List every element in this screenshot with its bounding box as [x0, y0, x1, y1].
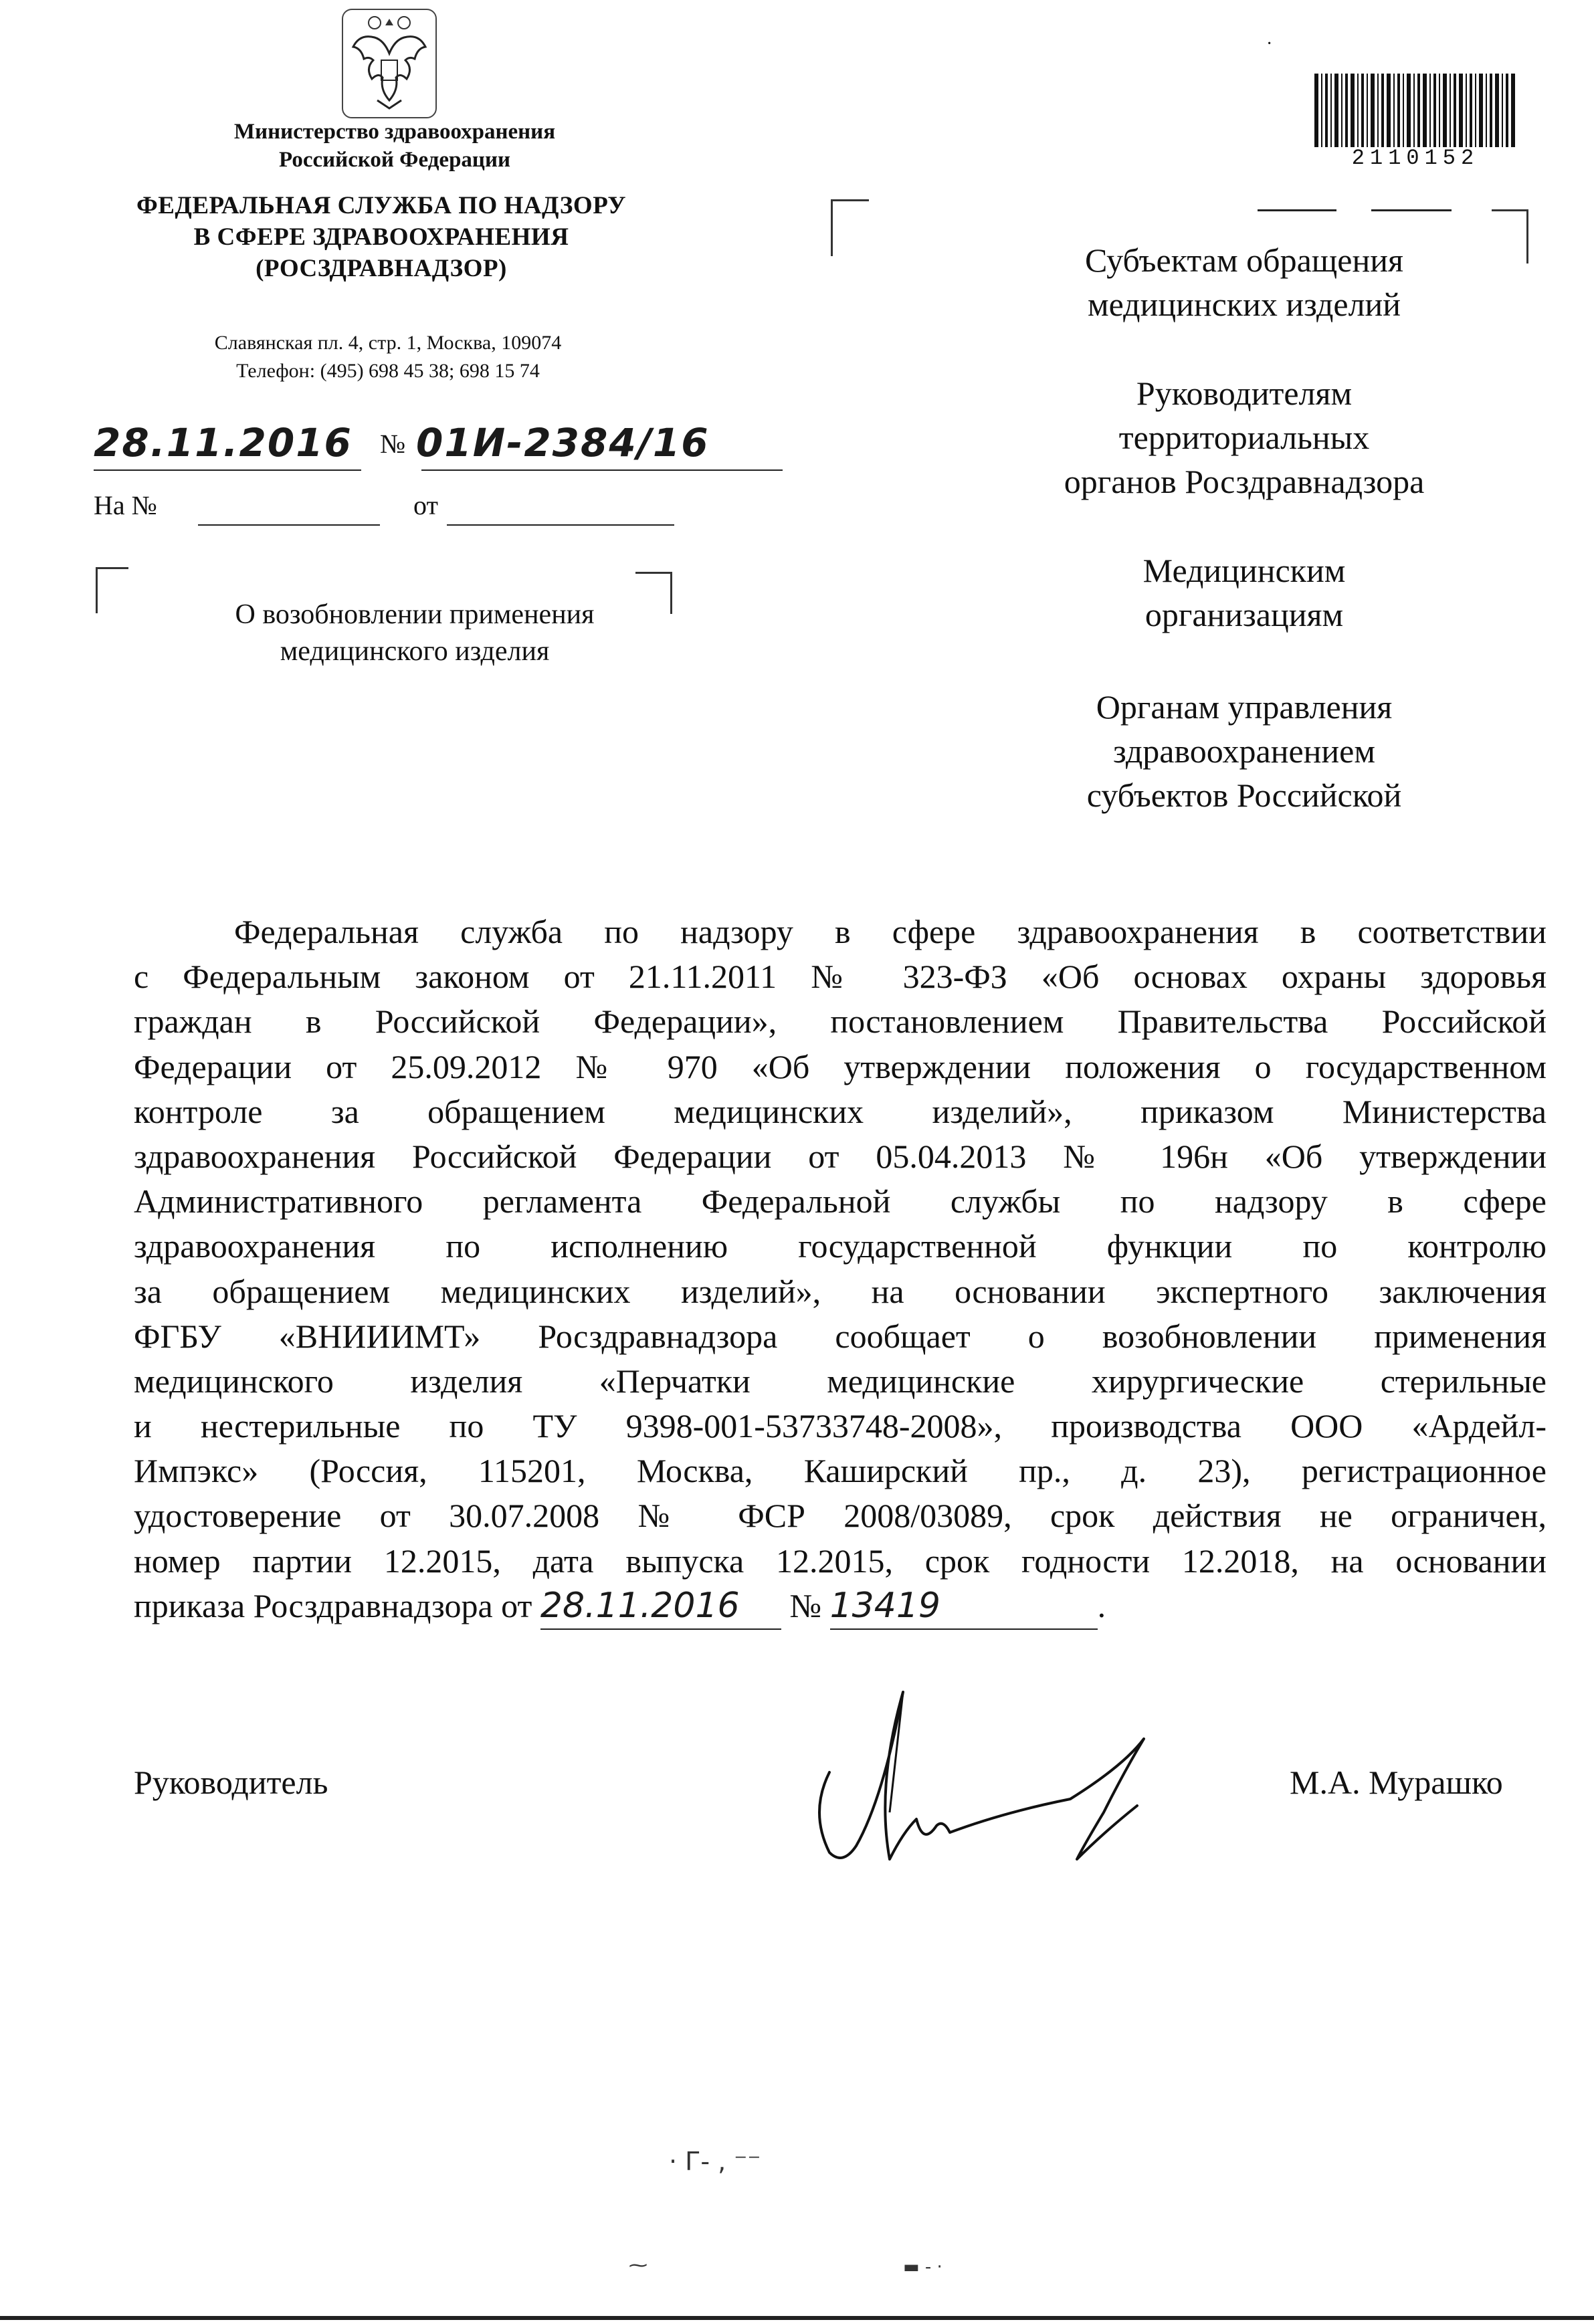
body-line-10: ФГБУ «ВНИИИМТ» Росздравнадзора сообщает о возобновлении применения: [134, 1317, 1547, 1355]
ministry-name: [134, 118, 656, 174]
recipient-3-line-2: организациям: [1144, 596, 1344, 633]
body-line-15: номер партии 12.2015, дата выпуска 12.2015, срок годности 12.2018, на основании: [134, 1542, 1547, 1580]
recipient-block-2: [990, 371, 1498, 504]
registration-number: 01И-2384/16: [416, 420, 710, 465]
recipient-block-1: [990, 238, 1498, 326]
recipient-1-line-1: Субъектам обращения: [1085, 241, 1403, 279]
registration-date-underline: [94, 469, 361, 471]
phone-line: Телефон: (495) 698 45 38; 698 15 74: [236, 360, 540, 382]
recipient-4-line-2: здравоохранением: [1113, 732, 1375, 770]
order-number-sign: №: [789, 1586, 822, 1624]
body-line-6: здравоохранения Российской Федерации от 05.04.2013 № 196н «Об утверждении: [134, 1137, 1547, 1175]
address-line: Славянская пл. 4, стр. 1, Москва, 109074: [214, 332, 562, 354]
agency-line-1: ФЕДЕРАЛЬНАЯ СЛУЖБА ПО НАДЗОРУ: [136, 192, 627, 219]
ministry-line-1: Министерство здравоохранения: [233, 120, 556, 144]
recipient-bracket-left: [831, 199, 869, 256]
body-line-7: Административного регламента Федеральной службы по надзору в сфере: [134, 1182, 1547, 1221]
subject: [181, 597, 649, 670]
recipient-block-3: [990, 548, 1498, 637]
body-line-11: медицинского изделия «Перчатки медицинские хирургические стерильные: [134, 1362, 1547, 1400]
order-suffix: .: [1097, 1586, 1106, 1624]
handwritten-signature: [789, 1679, 1164, 1879]
order-prefix: приказа Росздравнадзора от: [134, 1586, 532, 1624]
barcode-number: 2110152: [1351, 146, 1480, 171]
reference-number-label: На №: [94, 490, 157, 520]
agency-line-2: В СФЕРЕ ЗДРАВООХРАНЕНИЯ: [193, 223, 569, 251]
signatory-name: М.А. Мурашко: [1290, 1764, 1503, 1801]
body-line-14: удостоверение от 30.07.2008 № ФСР 2008/03089, срок действия не ограничен,: [134, 1497, 1547, 1535]
body-line-3: граждан в Российской Федерации», постановлением Правительства Российской: [134, 1002, 1547, 1041]
barcode-icon: [1314, 74, 1516, 147]
body-line-13: Импэкс» (Россия, 115201, Москва, Каширский пр., д. 23), регистрационное: [134, 1452, 1547, 1490]
subject-bracket-left: [96, 567, 128, 613]
order-number: 13419: [830, 1584, 1098, 1630]
reference-number-line: [198, 524, 380, 526]
subject-line-2: медицинского изделия: [280, 636, 550, 667]
scan-smudge-3: ▬ - ·: [903, 2257, 942, 2277]
registration-number-sign: №: [380, 429, 406, 459]
body-line-5: контроле за обращением медицинских изделий», приказом Министерства: [134, 1092, 1547, 1130]
ministry-line-2: Российской Федерации: [279, 148, 510, 172]
subject-line-1: О возобновлении применения: [235, 599, 595, 630]
top-mark: ·: [1266, 33, 1273, 54]
agency-address: [120, 329, 656, 385]
registration-date: 28.11.2016: [94, 420, 353, 465]
body-line-9: за обращением медицинских изделий», на основании экспертного заключения: [134, 1272, 1547, 1310]
signatory-title: Руководитель: [134, 1764, 328, 1801]
scan-smudge-1: · Г- , ⁻⁻: [669, 2147, 761, 2176]
body-line-2: с Федеральным законом от 21.11.2011 № 323-ФЗ «Об основах охраны здоровья: [134, 958, 1547, 996]
recipient-1-line-2: медицинских изделий: [1087, 286, 1401, 323]
recipient-bracket-dash-2: [1371, 209, 1452, 211]
recipient-4-line-1: Органам управления: [1096, 688, 1393, 726]
reference-from-label: от: [413, 490, 438, 520]
body-line-16: [134, 1584, 1547, 1628]
scan-smudge-2: ⁓: [629, 2254, 647, 2276]
recipient-2-line-2: территориальных: [1118, 419, 1370, 456]
russian-coat-of-arms-icon: [340, 7, 439, 120]
recipient-2-line-3: органов Росздравнадзора: [1064, 463, 1425, 500]
order-date: 28.11.2016: [540, 1584, 781, 1630]
agency-name: [80, 190, 682, 284]
body-line-12: и нестерильные по ТУ 9398-001-53733748-2008», производства ООО «Ардейл-: [134, 1407, 1547, 1445]
body-line-8: здравоохранения по исполнению государственной функции по контролю: [134, 1227, 1547, 1265]
reference-date-line: [447, 524, 674, 526]
recipient-block-4: [990, 685, 1498, 817]
letter-body: [134, 910, 1547, 1628]
body-line-1: Федеральная служба по надзору в сфере здравоохранения в соответствии: [234, 913, 1547, 950]
body-line-4: Федерации от 25.09.2012 № 970 «Об утверждении положения о государственном: [134, 1047, 1547, 1085]
registration-number-underline: [421, 469, 783, 471]
recipient-3-line-1: Медицинским: [1142, 552, 1346, 589]
recipient-bracket-dash-1: [1258, 209, 1336, 211]
agency-line-3: (РОСЗДРАВНАДЗОР): [256, 255, 507, 282]
recipient-2-line-1: Руководителям: [1136, 375, 1353, 412]
scan-edge-line: [0, 2316, 1594, 2320]
recipient-4-line-3: субъектов Российской: [1086, 776, 1402, 814]
